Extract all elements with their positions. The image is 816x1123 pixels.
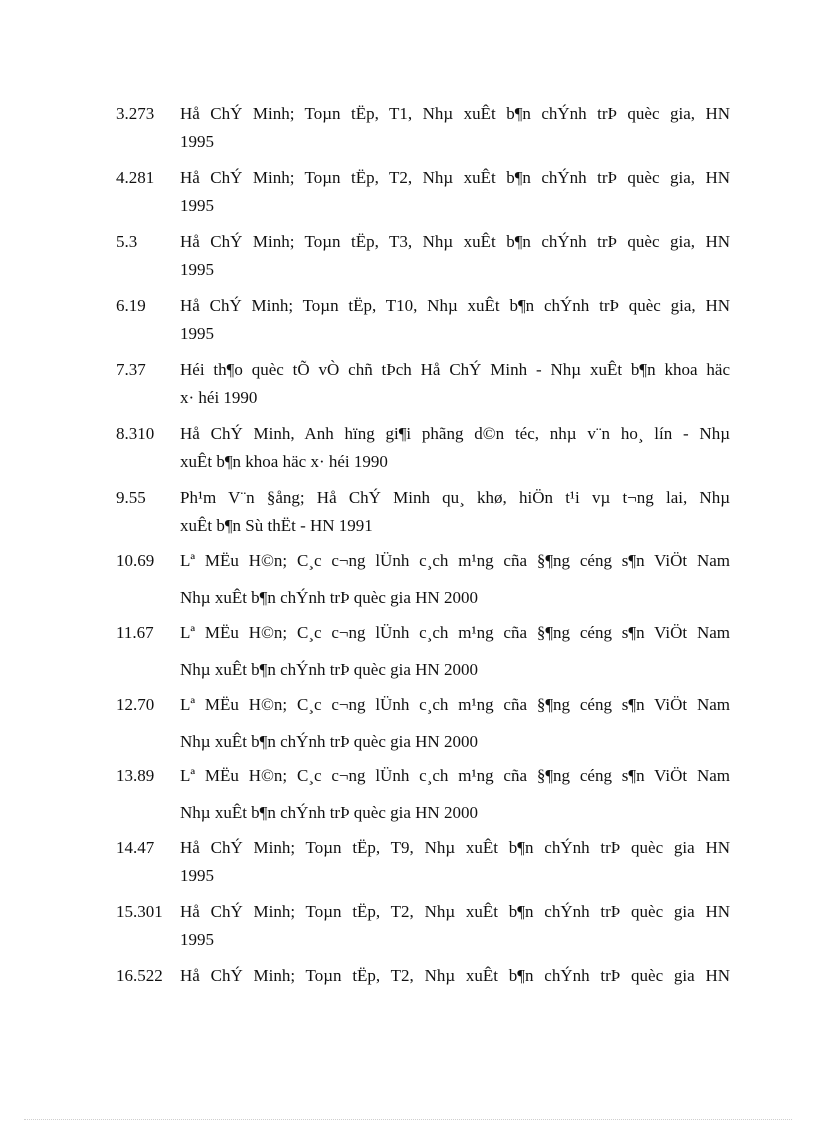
reference-text-line: Hå ChÝ Minh; Toµn tËp, T10, Nhµ xuÊt b¶n chÝnh trÞ quèc gia, HN [180,296,730,315]
reference-text-line: Nhµ xuÊt b¶n chÝnh trÞ quèc gia HN 2000 [180,732,478,751]
reference-number: 6.19 [116,296,146,315]
reference-text-line: Hå ChÝ Minh; Toµn tËp, T1, Nhµ xuÊt b¶n chÝnh trÞ quèc gia, HN [180,104,730,123]
reference-text-line: Lª MËu H©n; C¸c c¬ng lÜnh c¸ch m¹ng cña §¶ng céng s¶n ViÖt Nam [180,623,730,642]
reference-text-line: Lª MËu H©n; C¸c c¬ng lÜnh c¸ch m¹ng cña §¶ng céng s¶n ViÖt Nam [180,766,730,785]
reference-text-line: Hå ChÝ Minh; Toµn tËp, T2, Nhµ xuÊt b¶n chÝnh trÞ quèc gia HN [180,902,730,921]
reference-text-line: 1995 [180,866,214,885]
reference-number: 9.55 [116,488,146,507]
reference-number: 5.3 [116,232,138,251]
reference-text-line: Héi th¶o quèc tÕ vÒ chñ tÞch Hå ChÝ Minh - Nhµ xuÊt b¶n khoa häc [180,360,730,379]
reference-number: 16.522 [116,966,163,985]
reference-number: 3.273 [116,104,155,123]
reference-number: 13.89 [116,766,155,785]
reference-number: 12.70 [116,695,155,714]
reference-number: 15.301 [116,902,163,921]
reference-number: 7.37 [116,360,146,379]
reference-text-line: Hå ChÝ Minh; Toµn tËp, T2, Nhµ xuÊt b¶n chÝnh trÞ quèc gia HN [180,966,730,985]
reference-text-line: Hå ChÝ Minh, Anh hïng gi¶i phãng d©n téc, nhµ v¨n ho¸ lín - Nhµ [180,424,730,443]
reference-text-line: 1995 [180,930,214,949]
reference-number: 4.281 [116,168,155,187]
reference-text-line: 1995 [180,324,214,343]
reference-text-line: 1995 [180,196,214,215]
reference-number: 11.67 [116,623,154,642]
reference-text-line: Nhµ xuÊt b¶n chÝnh trÞ quèc gia HN 2000 [180,660,478,679]
reference-text-line: Nhµ xuÊt b¶n chÝnh trÞ quèc gia HN 2000 [180,803,478,822]
reference-text-line: xuÊt b¶n Sù thËt - HN 1991 [180,516,373,535]
reference-number: 8.310 [116,424,155,443]
reference-text-line: Lª MËu H©n; C¸c c¬ng lÜnh c¸ch m¹ng cña §¶ng céng s¶n ViÖt Nam [180,695,730,714]
reference-number: 10.69 [116,551,155,570]
reference-text-line: xuÊt b¶n khoa häc x· héi 1990 [180,452,388,471]
reference-text-line: 1995 [180,132,214,151]
reference-text-line: x· héi 1990 [180,388,258,407]
reference-text-line: Lª MËu H©n; C¸c c¬ng lÜnh c¸ch m¹ng cña §¶ng céng s¶n ViÖt Nam [180,551,730,570]
page-bottom-divider [24,1119,792,1120]
reference-text-line: Hå ChÝ Minh; Toµn tËp, T9, Nhµ xuÊt b¶n chÝnh trÞ quèc gia HN [180,838,730,857]
reference-text-line: 1995 [180,260,214,279]
reference-text-line: Nhµ xuÊt b¶n chÝnh trÞ quèc gia HN 2000 [180,588,478,607]
reference-text-line: Hå ChÝ Minh; Toµn tËp, T3, Nhµ xuÊt b¶n chÝnh trÞ quèc gia, HN [180,232,730,251]
reference-text-line: Hå ChÝ Minh; Toµn tËp, T2, Nhµ xuÊt b¶n chÝnh trÞ quèc gia, HN [180,168,730,187]
reference-text-line: Ph¹m V¨n §ång; Hå ChÝ Minh qu¸ khø, hiÖn t¹i vµ t¬ng lai, Nhµ [180,488,730,507]
reference-number: 14.47 [116,838,155,857]
